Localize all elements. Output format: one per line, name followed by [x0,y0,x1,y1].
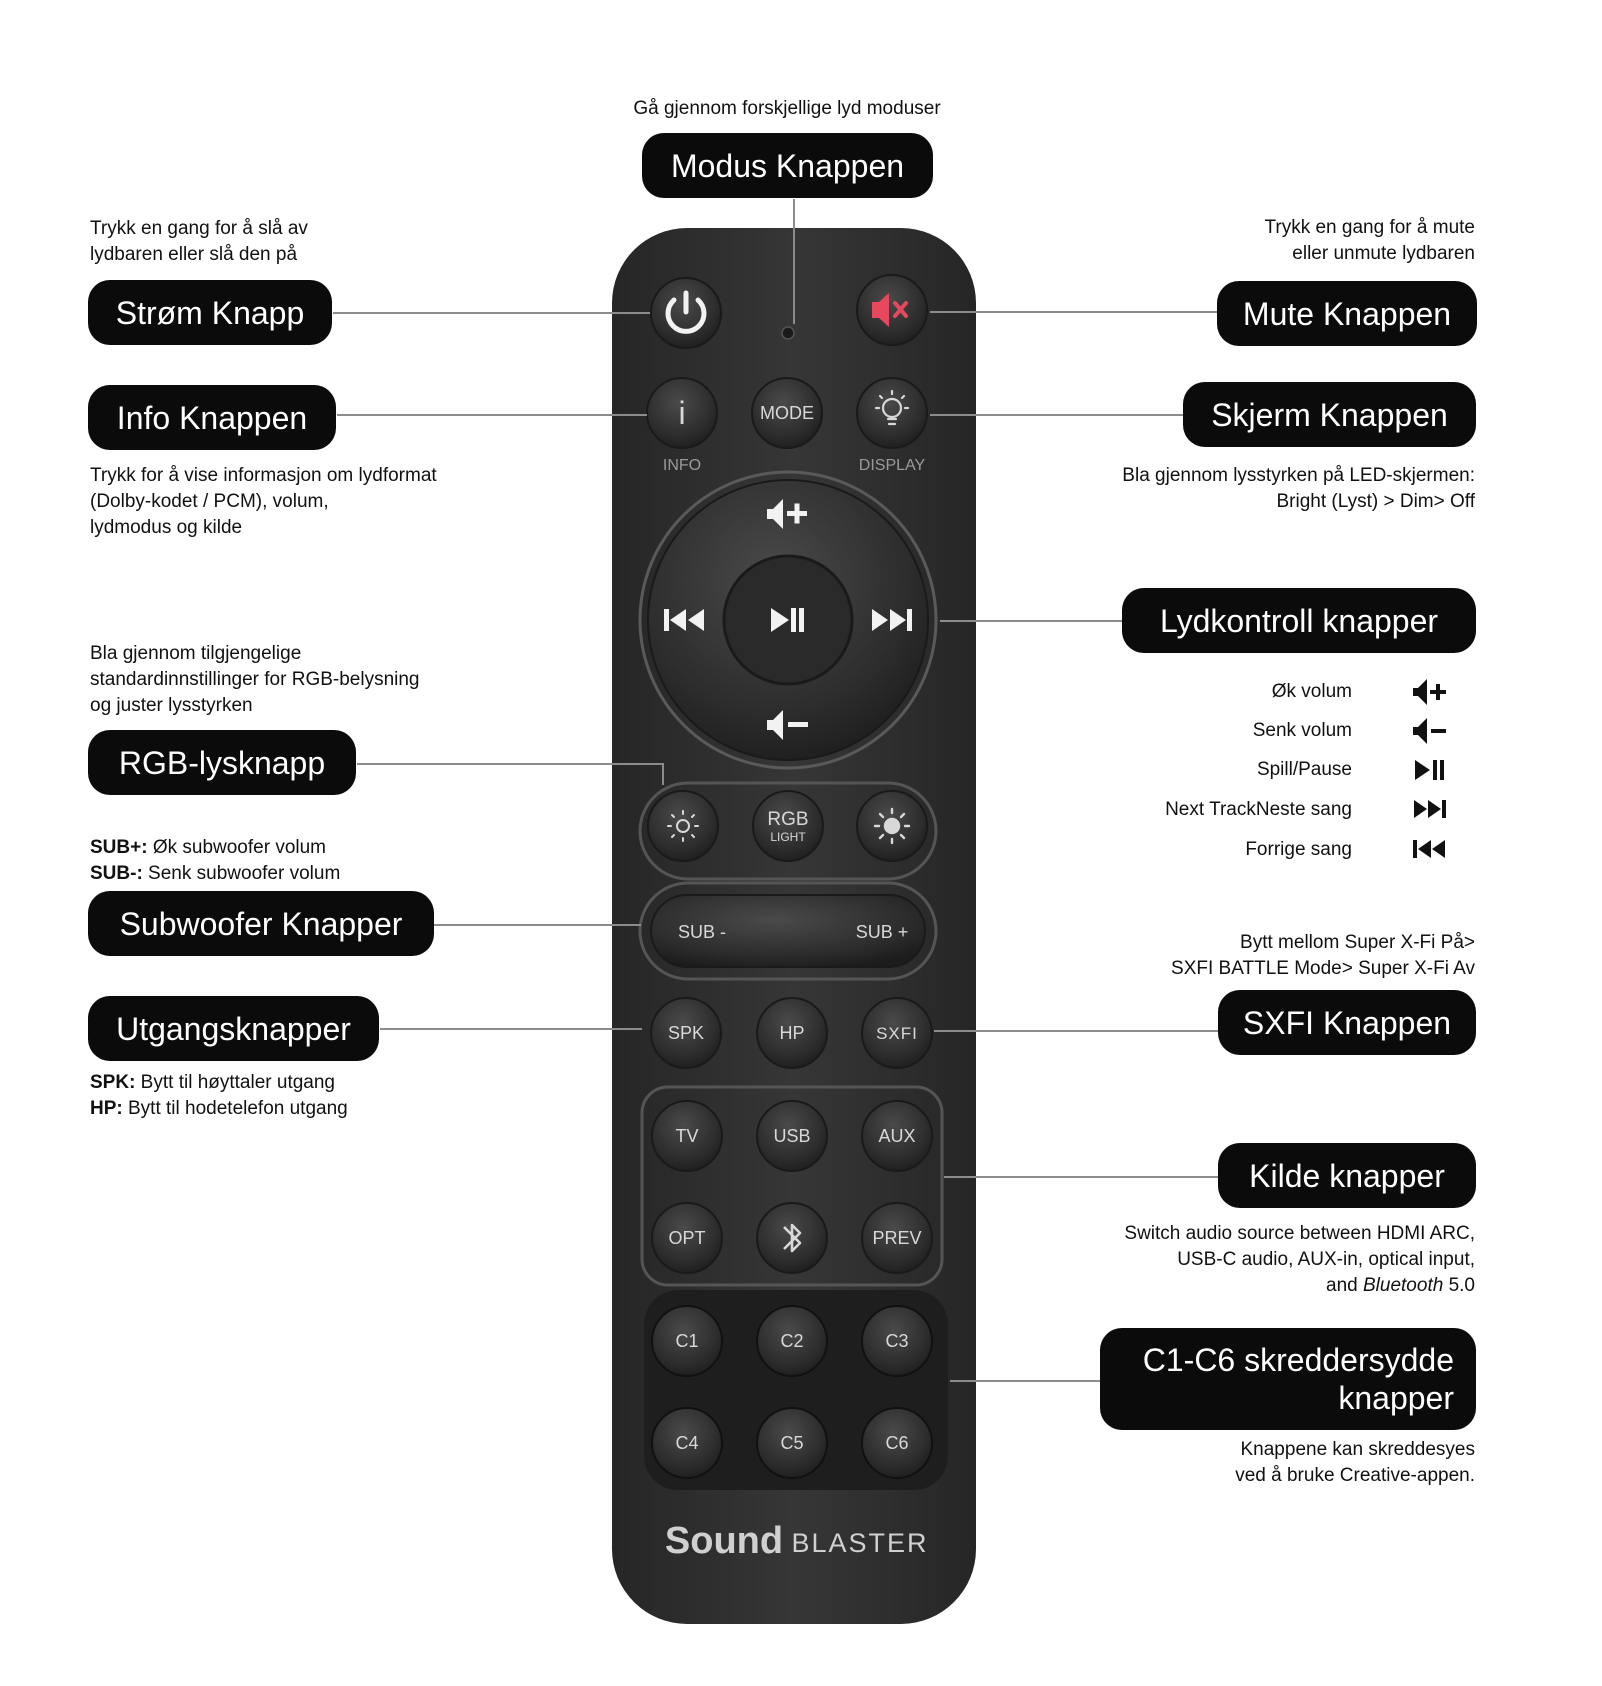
leader-display [930,414,1185,416]
subwoofer-title: Subwoofer Knapper [88,891,434,956]
display-button[interactable] [857,378,927,448]
source-description [1124,1221,1475,1299]
source-desc-pre: and [1326,1275,1363,1296]
ir-sensor [782,327,794,339]
c5-button[interactable] [757,1408,827,1478]
mode-label: MODE [760,403,814,423]
sxfi-desc-line: Bytt mellom Super X-Fi På> [1240,932,1475,953]
display-title: Skjerm Knappen [1183,382,1476,447]
c2-button[interactable] [757,1306,827,1376]
rgb-title: RGB-lysknapp [88,730,356,795]
bluetooth-button[interactable] [757,1203,827,1273]
rgb-label: RGB [767,809,809,830]
hp-button[interactable] [757,998,827,1068]
mute-title: Mute Knappen [1217,281,1477,346]
c3-button[interactable] [862,1306,932,1376]
legend-next-track: Next TrackNeste sang [1165,799,1352,820]
power-description [90,216,308,268]
info-desc-line: Trykk for å vise informasjon om lydformat [90,465,437,486]
info-title: Info Knappen [88,385,336,450]
c3-label: C3 [885,1331,909,1351]
info-button[interactable] [647,378,717,448]
rgb-brightness-up-button[interactable] [857,791,927,861]
usb-label: USB [773,1126,811,1146]
opt-label: OPT [668,1228,706,1248]
info-desc-line: (Dolby-kodet / PCM), volum, [90,491,329,512]
previous-track-icon [1413,840,1445,858]
tv-button[interactable] [652,1101,722,1171]
hp-label: HP [779,1023,805,1043]
sxfi-description [1171,930,1475,982]
prev-button[interactable] [862,1203,932,1273]
custom-desc-line: ved å bruke Creative-appen. [1235,1465,1475,1486]
info-description [90,463,437,541]
mute-description [1264,215,1475,267]
legend-volume-up: Øk volum [1271,681,1352,702]
source-desc-line: Switch audio source between HDMI ARC, [1124,1223,1475,1244]
c6-button[interactable] [862,1408,932,1478]
leader-rgb-h [357,763,663,765]
output-title: Utgangsknapper [88,996,379,1061]
brand-sound: Sound [664,1520,784,1562]
spk-text: Bytt til høyttaler utgang [135,1072,335,1093]
leader-rgb-v [662,763,664,785]
play-pause-icon [1415,760,1444,780]
c1-button[interactable] [652,1306,722,1376]
display-sublabel: DISPLAY [858,457,926,474]
hp-key: HP: [90,1098,123,1119]
brightness-high-icon [875,809,909,843]
display-desc-line: Bright (Lyst) > Dim> Off [1276,491,1475,512]
tv-label: TV [675,1126,699,1146]
rgb-desc-line: standardinnstillinger for RGB-belysning [90,669,420,690]
power-desc-line: lydbaren eller slå den på [90,244,298,265]
source-desc-post: 5.0 [1443,1275,1475,1296]
sub-minus-key: SUB-: [90,863,143,884]
c5-label: C5 [780,1433,804,1453]
leader-info [337,414,647,416]
usb-button[interactable] [757,1101,827,1171]
leader-mute [930,311,1220,313]
legend-previous-track: Forrige sang [1245,839,1352,860]
sxfi-title: SXFI Knappen [1218,990,1476,1055]
spk-key: SPK: [90,1072,136,1093]
info-sublabel: INFO [662,457,702,474]
modus-description: Gå gjennom forskjellige lyd moduser [633,98,941,119]
leader-modus [793,199,795,324]
next-track-icon [1414,800,1446,818]
c6-label: C6 [885,1433,909,1453]
c2-label: C2 [780,1331,804,1351]
info-glyph: i [678,395,686,431]
audio-control-legend-icons [1410,675,1470,875]
spk-button[interactable] [651,998,721,1068]
sxfi-label: SXFI [876,1024,918,1043]
aux-label: AUX [878,1126,916,1146]
leader-power [333,312,650,314]
source-title: Kilde knapper [1218,1143,1476,1208]
power-title: Strøm Knapp [88,280,332,345]
leader-audio [940,620,1123,622]
custom-title-line: knapper [1338,1380,1454,1416]
custom-title [1100,1328,1476,1430]
subwoofer-rocker[interactable] [651,895,925,967]
sub-minus-line [90,861,340,887]
source-desc-line: USB-C audio, AUX-in, optical input, [1177,1249,1475,1270]
sub-plus-label: SUB + [855,922,909,942]
c1-label: C1 [675,1331,699,1351]
leader-source [944,1176,1220,1178]
prev-label: PREV [872,1228,922,1248]
brand-blaster: BLASTER [791,1528,929,1558]
c4-button[interactable] [652,1408,722,1478]
sub-minus-label: SUB - [677,922,727,942]
rgb-light-button[interactable] [753,791,823,861]
display-desc-line: Bla gjennom lysstyrken på LED-skjermen: [1122,465,1475,486]
info-desc-line: lydmodus og kilde [90,517,243,538]
rgb-desc-line: Bla gjennom tilgjengelige [90,643,302,664]
modus-title: Modus Knappen [642,133,933,198]
c4-label: C4 [675,1433,699,1453]
power-desc-line: Trykk en gang for å slå av [90,218,308,239]
leader-custom [950,1380,1100,1382]
sub-plus-text: Øk subwoofer volum [147,837,327,858]
opt-button[interactable] [652,1203,722,1273]
leader-sxfi [934,1030,1220,1032]
legend-play-pause: Spill/Pause [1256,759,1352,780]
aux-button[interactable] [862,1101,932,1171]
sub-plus-key: SUB+: [90,837,148,858]
rgb-brightness-down-button[interactable] [648,791,718,861]
play-pause-button[interactable] [724,556,852,684]
custom-title-line: C1-C6 skreddersydde [1142,1342,1454,1378]
mute-desc-line: eller unmute lydbaren [1292,243,1475,264]
volume-up-icon [1413,679,1446,705]
leader-sub [434,924,641,926]
subwoofer-description [90,835,340,887]
source-desc-line [1124,1273,1475,1299]
rgb-description [90,641,420,719]
power-button[interactable] [651,278,721,348]
sub-plus-line [90,835,340,861]
rgb-desc-line: og juster lysstyrken [90,695,253,716]
audio-control-title: Lydkontroll knapper [1122,588,1476,653]
display-description [1122,463,1475,515]
spk-label: SPK [667,1023,705,1043]
sxfi-desc-line: SXFI BATTLE Mode> Super X-Fi Av [1171,958,1475,979]
mode-button[interactable] [752,378,822,448]
mute-button[interactable] [857,275,927,345]
output-description [90,1070,348,1122]
source-desc-bluetooth: Bluetooth [1363,1275,1444,1296]
custom-description [1235,1437,1475,1489]
sub-minus-text: Senk subwoofer volum [142,863,341,884]
custom-desc-line: Knappene kan skreddesyes [1240,1439,1475,1460]
legend-volume-down: Senk volum [1252,720,1352,741]
hp-text: Bytt til hodetelefon utgang [122,1098,348,1119]
spk-line [90,1070,348,1096]
mute-desc-line: Trykk en gang for å mute [1264,217,1475,238]
hp-line [90,1096,348,1122]
leader-output [380,1028,642,1030]
light-label: LIGHT [770,830,806,844]
sxfi-button[interactable] [862,998,932,1068]
volume-down-icon [1413,718,1446,744]
